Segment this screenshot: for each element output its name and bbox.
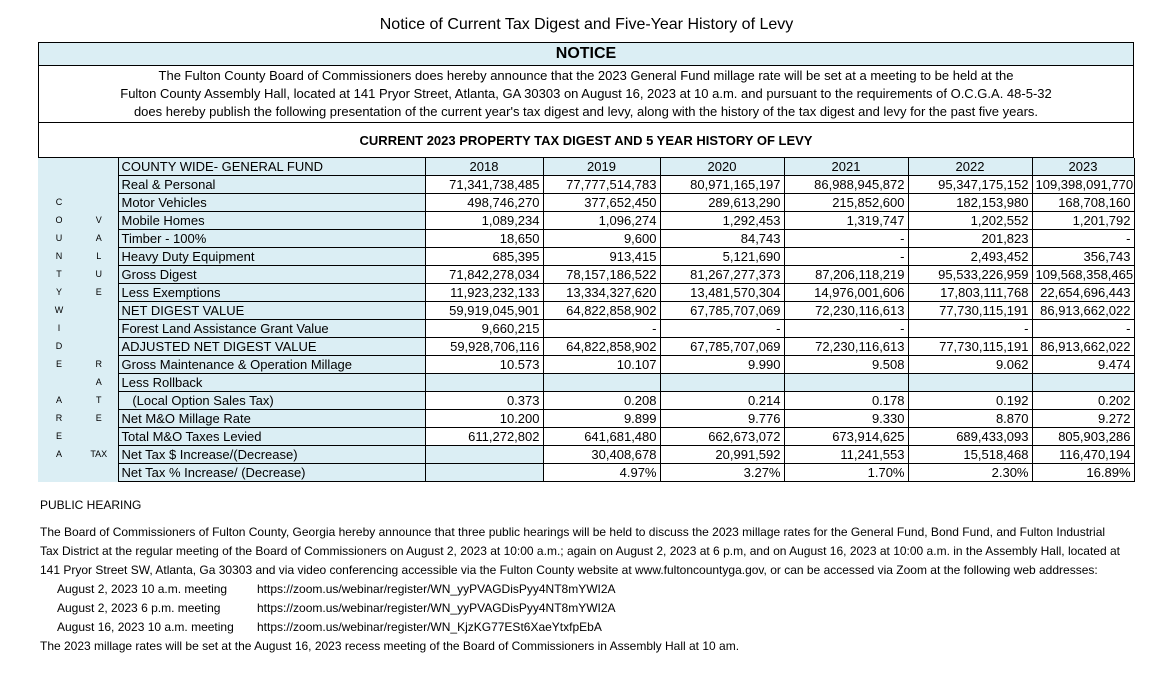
value-cell: 87,206,118,219 [784, 266, 908, 284]
table-row [38, 320, 1134, 338]
value-cell: 10.573 [425, 356, 543, 374]
table-row [38, 428, 1134, 446]
table-row [38, 284, 1134, 302]
sub-letter: A [80, 374, 118, 392]
side-letter [38, 176, 80, 194]
value-cell: 1,319,747 [784, 212, 908, 230]
meeting-item [40, 599, 1120, 618]
value-cell: 17,803,111,768 [908, 284, 1032, 302]
value-cell: 84,743 [660, 230, 784, 248]
value-cell: 0.214 [660, 392, 784, 410]
side-letter: U [38, 230, 80, 248]
value-cell: 805,903,286 [1032, 428, 1134, 446]
side-letter: E [38, 428, 80, 446]
value-cell: 9.899 [543, 410, 660, 428]
side-letter [38, 158, 80, 176]
meeting-time: August 16, 2023 10 a.m. meeting [57, 620, 234, 634]
value-cell: 59,928,706,116 [425, 338, 543, 356]
digest-table [38, 158, 1135, 482]
side-letter: N [38, 248, 80, 266]
value-cell: 9.062 [908, 356, 1032, 374]
value-cell: 16.89% [1032, 464, 1134, 482]
value-cell: 9.474 [1032, 356, 1134, 374]
row-label: Net Tax % Increase/ (Decrease) [118, 464, 425, 482]
row-label: Timber - 100% [118, 230, 425, 248]
value-cell: 72,230,116,613 [784, 338, 908, 356]
row-label: Net M&O Millage Rate [118, 410, 425, 428]
value-cell: 611,272,802 [425, 428, 543, 446]
value-cell: 377,652,450 [543, 194, 660, 212]
digest-header-row [38, 158, 1134, 176]
value-cell: 2.30% [908, 464, 1032, 482]
value-cell: 30,408,678 [543, 446, 660, 464]
sub-letter: E [80, 284, 118, 302]
meeting-time: August 2, 2023 10 a.m. meeting [57, 582, 228, 596]
value-cell: 95,347,175,152 [908, 176, 1032, 194]
notice-table [38, 42, 1134, 158]
value-cell [425, 464, 543, 482]
value-cell: 77,730,115,191 [908, 302, 1032, 320]
value-cell: 64,822,858,902 [543, 338, 660, 356]
value-cell: 289,613,290 [660, 194, 784, 212]
sub-letter [80, 464, 118, 482]
value-cell: 78,157,186,522 [543, 266, 660, 284]
value-cell: 0.192 [908, 392, 1032, 410]
hearing-heading: PUBLIC HEARING [40, 498, 142, 512]
value-cell: 1,201,792 [1032, 212, 1134, 230]
value-cell: 109,568,358,465 [1032, 266, 1134, 284]
table-row [38, 230, 1134, 248]
row-label: (Local Option Sales Tax) [118, 392, 425, 410]
value-cell: 685,395 [425, 248, 543, 266]
notice-panel [38, 42, 1134, 482]
year-header: 2022 [908, 158, 1032, 176]
value-cell: 116,470,194 [1032, 446, 1134, 464]
table-row [38, 212, 1134, 230]
row-label: ADJUSTED NET DIGEST VALUE [118, 338, 425, 356]
value-cell: 64,822,858,902 [543, 302, 660, 320]
value-cell: 71,842,278,034 [425, 266, 543, 284]
table-row [38, 356, 1134, 374]
table-row [38, 302, 1134, 320]
meeting-link[interactable]: https://zoom.us/webinar/register/WN_yyPVAGDisPyy4NT8mYWI2A [257, 582, 616, 596]
value-cell: 182,153,980 [908, 194, 1032, 212]
value-cell: 1,202,552 [908, 212, 1032, 230]
year-header: 2018 [425, 158, 543, 176]
side-letter: T [38, 266, 80, 284]
value-cell: - [908, 320, 1032, 338]
row-label: NET DIGEST VALUE [118, 302, 425, 320]
value-cell: 0.373 [425, 392, 543, 410]
side-letter: C [38, 194, 80, 212]
value-cell: 168,708,160 [1032, 194, 1134, 212]
sub-letter: R [80, 356, 118, 374]
sub-letter: A [80, 230, 118, 248]
year-header: 2021 [784, 158, 908, 176]
value-cell [660, 374, 784, 392]
value-cell: 9.508 [784, 356, 908, 374]
value-cell: - [543, 320, 660, 338]
value-cell: 86,988,945,872 [784, 176, 908, 194]
value-cell: 201,823 [908, 230, 1032, 248]
value-cell: 9.990 [660, 356, 784, 374]
hearing-closing: The 2023 millage rates will be set at the August 16, 2023 recess meeting of the Board of Commissioners in Assembly Hall at 10 am. [40, 639, 740, 653]
hearing-body: The Board of Commissioners of Fulton County, Georgia hereby announce that three public hearings will be held to discuss the 2023 millage rates for the General Fund, Bond Fund, and Fulton Industrial Tax District at the regular meeting of the Board of Commissioners on August 2, 2023 at 10:00 a.m.; again on August 2, 2023 at 6 p.m, and on August 16, 2023 at 10:00 a.m. in the Assembly Hall, located at 141 Pryor Street SW, Atlanta, Ga 30303 and via video conferencing accessible via the Fulton County website at www.fultoncountyga.gov, or can be accessed via Zoom at the following web addresses: [40, 525, 1120, 577]
value-cell: 11,241,553 [784, 446, 908, 464]
value-cell: 13,481,570,304 [660, 284, 784, 302]
value-cell: - [1032, 230, 1134, 248]
side-letter: Y [38, 284, 80, 302]
year-header: 2019 [543, 158, 660, 176]
value-cell [784, 374, 908, 392]
row-label: Mobile Homes [118, 212, 425, 230]
value-cell: 356,743 [1032, 248, 1134, 266]
value-cell: 215,852,600 [784, 194, 908, 212]
sub-letter [80, 302, 118, 320]
value-cell: 641,681,480 [543, 428, 660, 446]
value-cell [908, 374, 1032, 392]
value-cell: 67,785,707,069 [660, 302, 784, 320]
value-cell: - [660, 320, 784, 338]
public-hearing-section [40, 496, 1120, 656]
value-cell: 498,746,270 [425, 194, 543, 212]
table-row [38, 194, 1134, 212]
value-cell: 95,533,226,959 [908, 266, 1032, 284]
sub-letter: L [80, 248, 118, 266]
row-label: Motor Vehicles [118, 194, 425, 212]
value-cell: 86,913,662,022 [1032, 302, 1134, 320]
value-cell: 20,991,592 [660, 446, 784, 464]
value-cell: 10.107 [543, 356, 660, 374]
value-cell [425, 446, 543, 464]
sub-letter: T [80, 392, 118, 410]
side-letter: E [38, 356, 80, 374]
notice-line: does hereby publish the following presentation of the current year's tax digest and levy, along with the history of the tax digest and levy for the past five years. [133, 104, 1039, 119]
meeting-item [40, 618, 1120, 637]
row-label: Real & Personal [118, 176, 425, 194]
row-label: Total M&O Taxes Levied [118, 428, 425, 446]
sub-letter [80, 428, 118, 446]
value-cell: - [784, 320, 908, 338]
meeting-item [40, 580, 1120, 599]
value-cell: 80,971,165,197 [660, 176, 784, 194]
value-cell: 3.27% [660, 464, 784, 482]
notice-announcement [39, 66, 1134, 123]
meeting-list [40, 580, 1120, 637]
value-cell: 22,654,696,443 [1032, 284, 1134, 302]
value-cell [1032, 374, 1134, 392]
sub-letter: V [80, 212, 118, 230]
value-cell: 109,398,091,770 [1032, 176, 1134, 194]
page-title: Notice of Current Tax Digest and Five-Year History of Levy [379, 16, 794, 33]
table-row [38, 410, 1134, 428]
value-cell: 8.870 [908, 410, 1032, 428]
row-label: Forest Land Assistance Grant Value [118, 320, 425, 338]
value-cell: 10.200 [425, 410, 543, 428]
value-cell: 72,230,116,613 [784, 302, 908, 320]
row-label: Gross Maintenance & Operation Millage [118, 356, 425, 374]
value-cell: 1.70% [784, 464, 908, 482]
value-cell: 9,660,215 [425, 320, 543, 338]
row-label: Heavy Duty Equipment [118, 248, 425, 266]
value-cell [543, 374, 660, 392]
table-row [38, 248, 1134, 266]
value-cell: 5,121,690 [660, 248, 784, 266]
sub-letter [80, 320, 118, 338]
side-letter: W [38, 302, 80, 320]
sub-letter [80, 338, 118, 356]
value-cell: 59,919,045,901 [425, 302, 543, 320]
value-cell: 15,518,468 [908, 446, 1032, 464]
value-cell: 9.272 [1032, 410, 1134, 428]
notice-heading: NOTICE [39, 43, 1134, 66]
year-header: 2020 [660, 158, 784, 176]
notice-line: Fulton County Assembly Hall, located at 141 Pryor Street, Atlanta, GA 30303 on August 16, 2023 at 10 a.m. and pursuant to the requirements of O.C.G.A. 48-5-32 [120, 86, 1052, 101]
sub-letter [80, 176, 118, 194]
table-row [38, 374, 1134, 392]
value-cell: - [1032, 320, 1134, 338]
meeting-link[interactable]: https://zoom.us/webinar/register/WN_KjzKG77ESt6XaeYtxfpEbA [257, 620, 602, 634]
value-cell: 9.776 [660, 410, 784, 428]
table-row [38, 176, 1134, 194]
side-letter [38, 374, 80, 392]
meeting-link[interactable]: https://zoom.us/webinar/register/WN_yyPVAGDisPyy4NT8mYWI2A [257, 601, 616, 615]
table-row [38, 338, 1134, 356]
sub-letter: TAX [80, 446, 118, 464]
value-cell: 71,341,738,485 [425, 176, 543, 194]
value-cell: 67,785,707,069 [660, 338, 784, 356]
side-letter [38, 464, 80, 482]
side-letter: I [38, 320, 80, 338]
value-cell: 18,650 [425, 230, 543, 248]
notice-line: The Fulton County Board of Commissioners does hereby announce that the 2023 General Fund millage rate will be set at a meeting to be held at the [158, 68, 1014, 83]
table-row [38, 392, 1134, 410]
table-row [38, 464, 1134, 482]
meeting-time: August 2, 2023 6 p.m. meeting [57, 601, 221, 615]
sub-letter: U [80, 266, 118, 284]
value-cell: 662,673,072 [660, 428, 784, 446]
value-cell: 689,433,093 [908, 428, 1032, 446]
value-cell: 13,334,327,620 [543, 284, 660, 302]
year-header: 2023 [1032, 158, 1134, 176]
value-cell: 77,777,514,783 [543, 176, 660, 194]
value-cell: 9,600 [543, 230, 660, 248]
sub-letter [80, 158, 118, 176]
row-label: Net Tax $ Increase/(Decrease) [118, 446, 425, 464]
side-letter: O [38, 212, 80, 230]
value-cell: 1,292,453 [660, 212, 784, 230]
value-cell: 1,096,274 [543, 212, 660, 230]
side-letter: A [38, 392, 80, 410]
row-label: Gross Digest [118, 266, 425, 284]
value-cell: 673,914,625 [784, 428, 908, 446]
value-cell: 0.178 [784, 392, 908, 410]
table-row [38, 266, 1134, 284]
value-cell [425, 374, 543, 392]
value-cell: 9.330 [784, 410, 908, 428]
side-letter: R [38, 410, 80, 428]
value-cell: 913,415 [543, 248, 660, 266]
value-cell: 86,913,662,022 [1032, 338, 1134, 356]
value-cell: 1,089,234 [425, 212, 543, 230]
table-row [38, 446, 1134, 464]
digest-subheading: CURRENT 2023 PROPERTY TAX DIGEST AND 5 YEAR HISTORY OF LEVY [39, 123, 1134, 158]
side-letter: A [38, 446, 80, 464]
value-cell: 14,976,001,606 [784, 284, 908, 302]
row-label: Less Rollback [118, 374, 425, 392]
value-cell: 2,493,452 [908, 248, 1032, 266]
value-cell: 0.202 [1032, 392, 1134, 410]
header-label: COUNTY WIDE- GENERAL FUND [118, 158, 425, 176]
value-cell: 77,730,115,191 [908, 338, 1032, 356]
side-letter: D [38, 338, 80, 356]
value-cell: 0.208 [543, 392, 660, 410]
value-cell: - [784, 248, 908, 266]
row-label: Less Exemptions [118, 284, 425, 302]
sub-letter [80, 194, 118, 212]
value-cell: - [784, 230, 908, 248]
value-cell: 81,267,277,373 [660, 266, 784, 284]
value-cell: 11,923,232,133 [425, 284, 543, 302]
sub-letter: E [80, 410, 118, 428]
value-cell: 4.97% [543, 464, 660, 482]
